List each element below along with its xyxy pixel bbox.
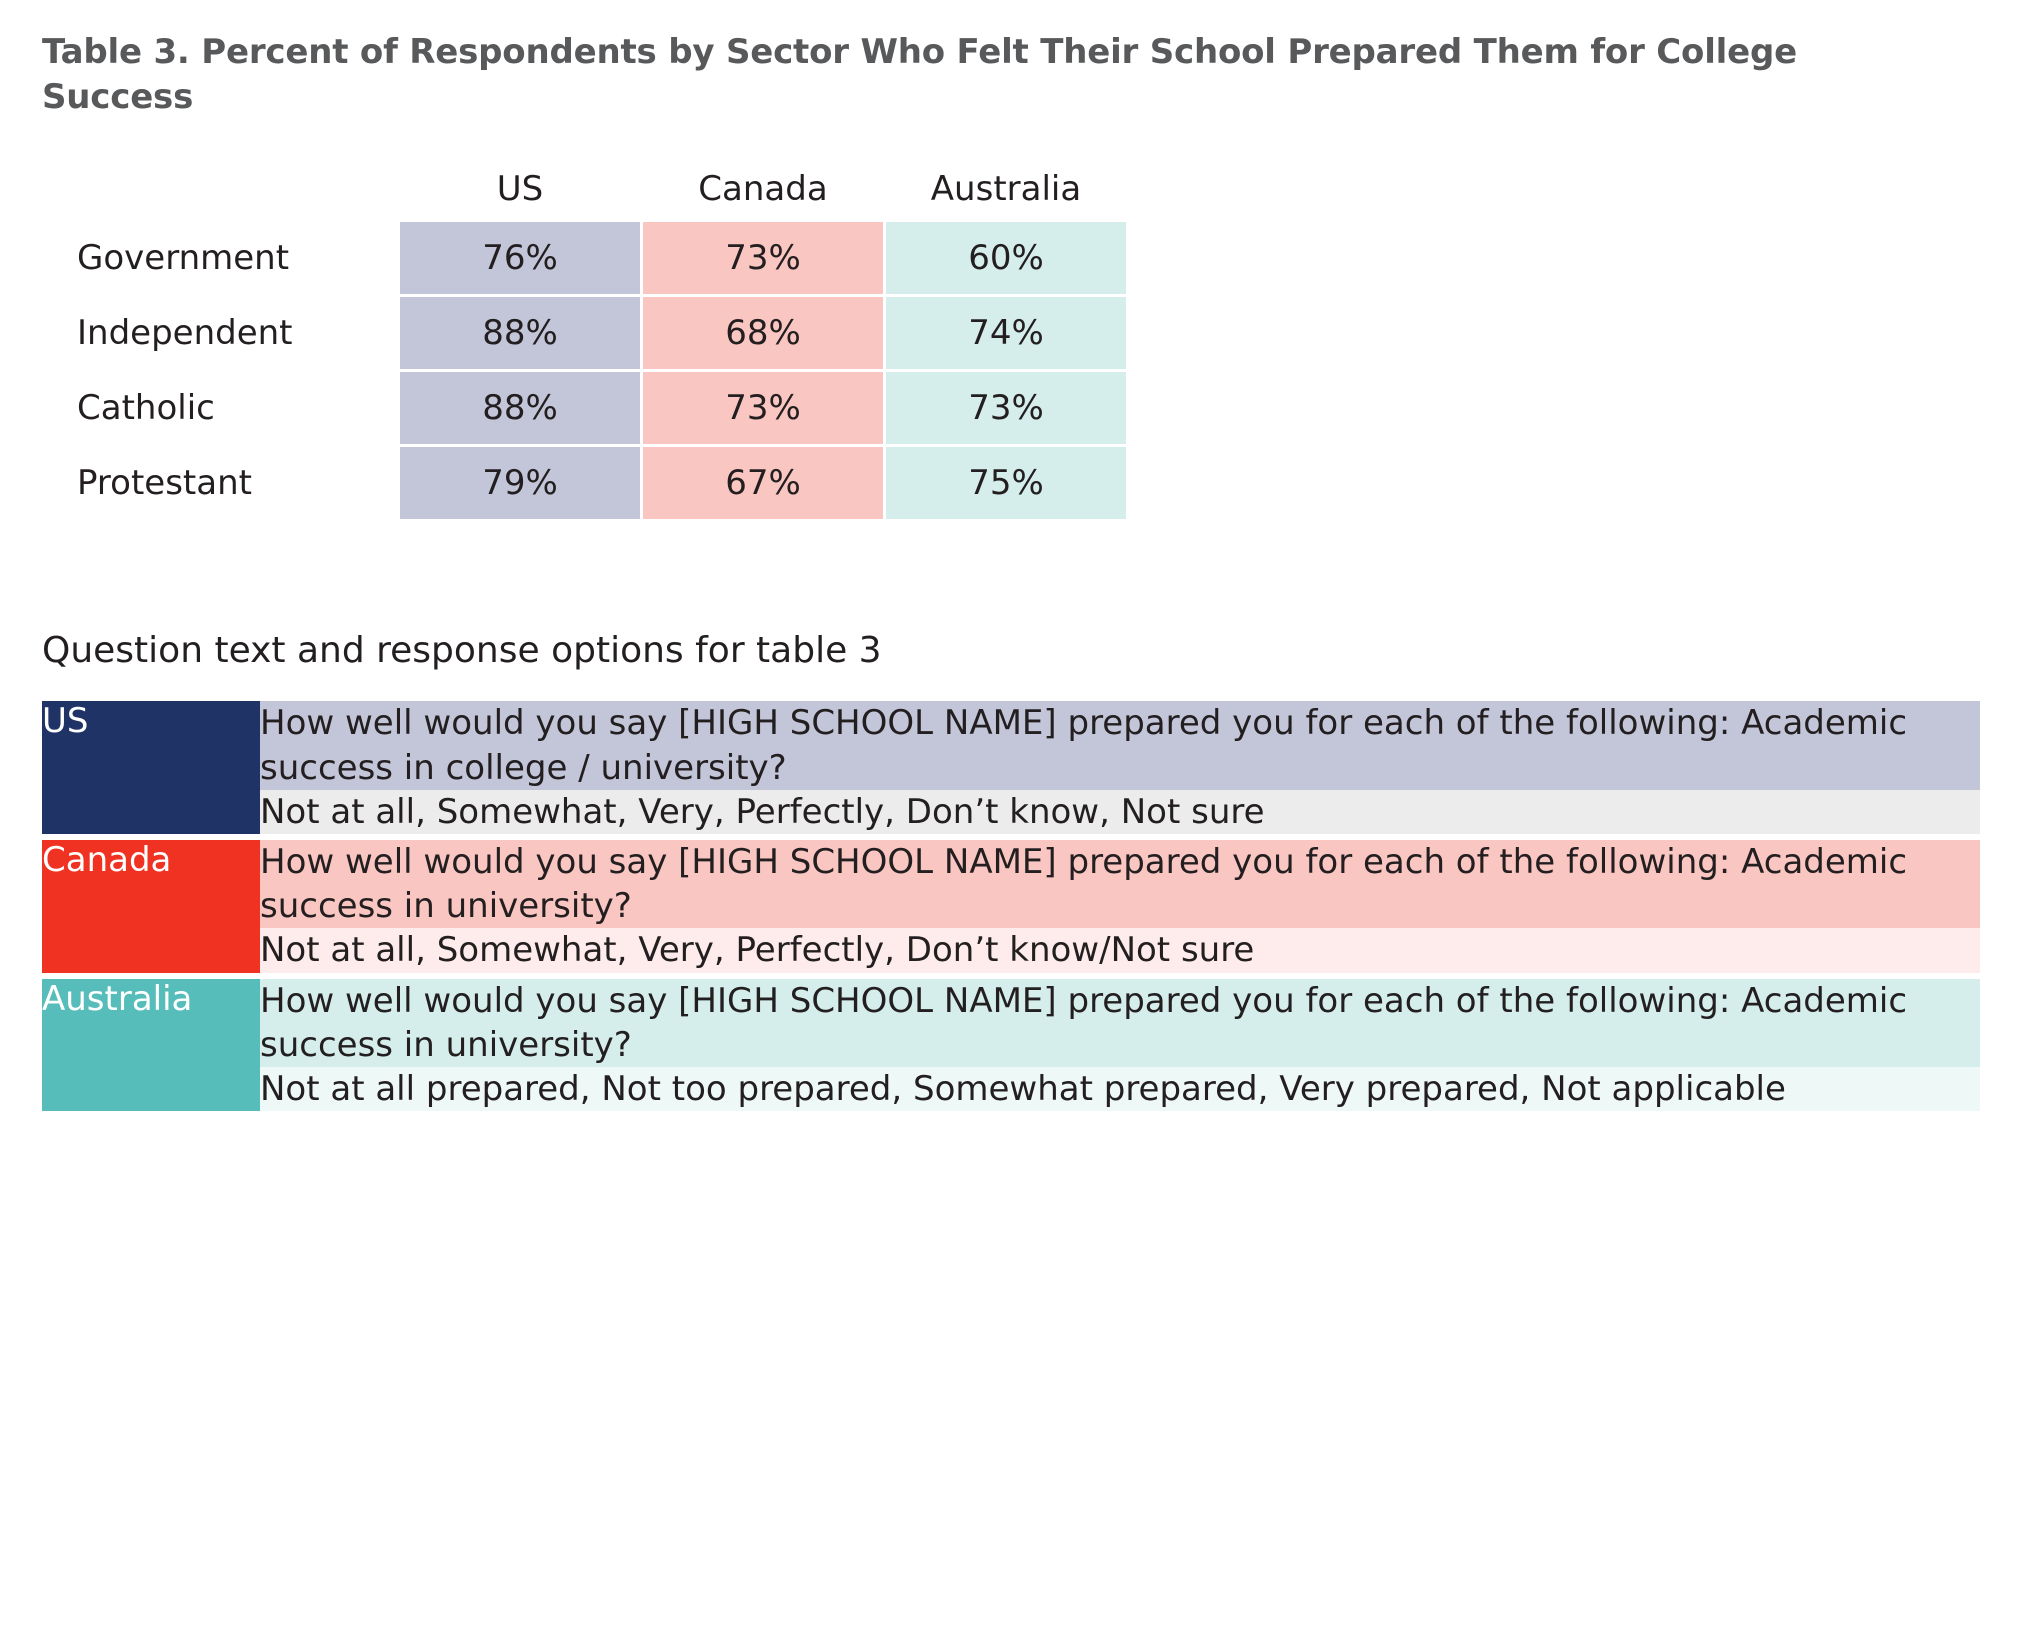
- question-row-canada-options: [42, 928, 1980, 972]
- country-label-australia: Australia: [42, 979, 260, 1112]
- response-options-australia: Not at all prepared, Not too prepared, Somewhat prepared, Very prepared, Not applicable: [260, 1067, 1980, 1111]
- cell-independent-australia: 74%: [886, 297, 1126, 369]
- question-row-australia-text: [42, 979, 1980, 1067]
- cell-protestant-australia: 75%: [886, 447, 1126, 519]
- cell-catholic-canada: 73%: [643, 372, 883, 444]
- column-header-us: US: [496, 169, 544, 210]
- table-header-row: [65, 169, 1126, 219]
- table-row: [65, 297, 1126, 369]
- row-header-independent: Independent: [77, 313, 293, 354]
- question-row-canada-text: [42, 840, 1980, 928]
- row-header-protestant: Protestant: [77, 463, 252, 504]
- question-text-us: How well would you say [HIGH SCHOOL NAME] prepared you for each of the following: Academic success in college / university?: [260, 701, 1980, 789]
- response-options-us: Not at all, Somewhat, Very, Perfectly, Don’t know, Not sure: [260, 790, 1980, 834]
- cell-protestant-canada: 67%: [643, 447, 883, 519]
- question-text-table: [42, 701, 1980, 1111]
- question-text-australia: How well would you say [HIGH SCHOOL NAME] prepared you for each of the following: Academic success in university?: [260, 979, 1980, 1067]
- table-row: [65, 372, 1126, 444]
- cell-protestant-us: 79%: [400, 447, 640, 519]
- table-row: [65, 222, 1126, 294]
- cell-government-australia: 60%: [886, 222, 1126, 294]
- cell-government-canada: 73%: [643, 222, 883, 294]
- response-options-canada: Not at all, Somewhat, Very, Perfectly, Don’t know/Not sure: [260, 928, 1980, 972]
- cell-independent-canada: 68%: [643, 297, 883, 369]
- column-header-canada: Canada: [698, 169, 828, 210]
- table-corner-cell: [65, 169, 397, 219]
- table-row: [65, 447, 1126, 519]
- cell-government-us: 76%: [400, 222, 640, 294]
- question-section-caption: Question text and response options for table 3: [42, 630, 882, 672]
- cell-independent-us: 88%: [400, 297, 640, 369]
- column-header-australia: Australia: [930, 169, 1082, 210]
- row-header-catholic: Catholic: [77, 388, 215, 429]
- percent-by-sector-table: [62, 166, 1129, 522]
- data-table-container: [62, 166, 1980, 522]
- country-label-canada: Canada: [42, 840, 260, 973]
- country-label-us: US: [42, 701, 260, 834]
- question-row-us-options: [42, 790, 1980, 834]
- cell-catholic-australia: 73%: [886, 372, 1126, 444]
- page-title: Table 3. Percent of Respondents by Sector Who Felt Their School Prepared Them for College Success: [42, 32, 1797, 118]
- question-row-us-text: [42, 701, 1980, 789]
- row-header-government: Government: [77, 238, 290, 279]
- cell-catholic-us: 88%: [400, 372, 640, 444]
- question-text-canada: How well would you say [HIGH SCHOOL NAME] prepared you for each of the following: Academic success in university?: [260, 840, 1980, 928]
- question-row-australia-options: [42, 1067, 1980, 1111]
